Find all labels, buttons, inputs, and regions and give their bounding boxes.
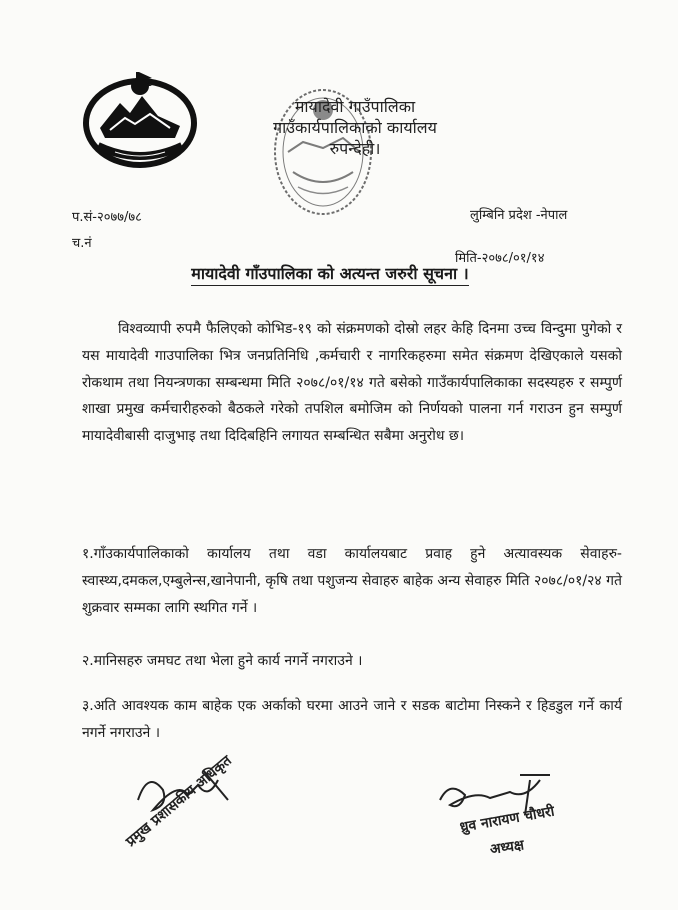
chairman-name: ध्रुव नारायण चौधरी	[458, 803, 556, 836]
decision-item-3: ३.अति आवश्यक काम बाहेक एक अर्काको घरमा आउने जाने र सडक बाटोमा निस्कने र हिडडुल गर्ने कार्य नगर्ने नगराउने ।	[82, 698, 622, 741]
office-header	[235, 96, 475, 159]
patra-sankhya: प.सं-२०७७/७८	[72, 210, 142, 225]
header-line-office: गाउँकार्यपालिकाको कार्यालय	[273, 118, 437, 137]
notice-title-text: मायादेवी गाँउपालिका को अत्यन्त जरुरी सूचना ।	[191, 264, 469, 286]
notice-date: मिति-२०७८/०१/१४	[455, 251, 545, 266]
notice-paragraph: विश्वव्यापी रुपमै फैलिएको कोभिड-१९ को संक्रमणको दोस्रो लहर केहि दिनमा उच्च विन्दुमा पुगेको र यस मायादेवी गाउपालिका भित्र जनप्रतिनिधि ,कर्मचारी र नागरिकहरुमा समेत संक्रमण देखिएकाले यसको रोकथाम तथा नियन्त्रणका सम्बन्धमा मिति २०७८/०१/१४ गते बसेको गाउँकार्यपालिकाका सदस्यहरु र सम्पुर्ण शाखा प्रमुख कर्मचारीहरुको बैठकले गरेको तपशिल बमोजिम को निर्णयको पालना गर्न गराउन हुन सम्पुर्ण मायादेवीबासी दाजुभाइ तथा दिदिबहिनि लगायत सम्बन्धित सबैमा अनुरोध छ।	[82, 321, 622, 445]
header-line-municipality: मायादेवी गाउँपालिका	[294, 97, 416, 116]
reference-block	[72, 205, 142, 257]
province-label: लुम्बिनि प्रदेश -नेपाल	[470, 208, 568, 223]
chalani-number: च.नं	[72, 236, 92, 251]
decision-item-1: १.गाँउकार्यपालिकाको कार्यालय तथा वडा कार्यालयबाट प्रवाह हुने अत्यावस्यक सेवाहरु-स्वास्थ्य,दमकल,एम्बुलेन्स,खानेपानी, कृषि तथा पशुजन्य सेवाहरु बाहेक अन्य सेवाहरु मिति २०७८/०१/२४ गते शुक्रवार सम्मका लागि स्थगित गर्ने ।	[82, 546, 622, 616]
cao-stamp-title: प्रमुख प्रशासकीय अधिकृत	[123, 752, 235, 851]
chairman-title: अध्यक्ष	[488, 837, 525, 858]
nepal-government-emblem-icon	[80, 68, 200, 173]
decision-item-2: २.मानिसहरु जमघट तथा भेला हुने कार्य नगर्ने नगराउने ।	[82, 653, 363, 669]
notice-title	[120, 262, 540, 284]
header-line-district: रुपन्देही।	[329, 139, 381, 158]
